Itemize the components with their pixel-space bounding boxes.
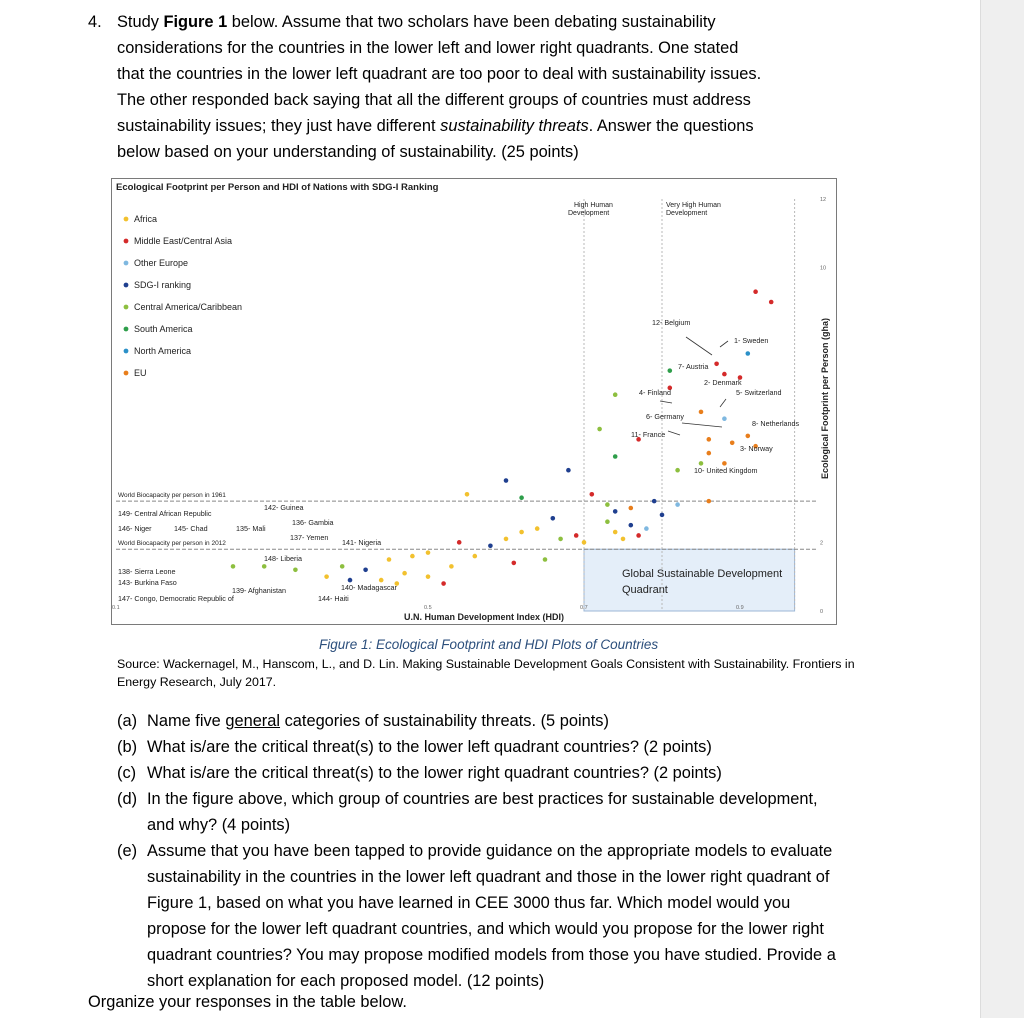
legend-marker-4 <box>124 305 129 310</box>
biocapacity-1961-label: World Biocapacity per person in 1961 <box>118 492 226 500</box>
annotation-2: 7- Austria <box>678 362 709 371</box>
legend-label-4: Central America/Caribbean <box>134 302 243 312</box>
country-point-30 <box>652 499 657 504</box>
quadrant-label-line-1: Global Sustainable Development <box>622 568 783 581</box>
country-point-8 <box>699 410 704 415</box>
chart-svg <box>112 179 836 624</box>
question-line-4: The other responded back saying that all the different groups of countries must address <box>117 91 751 109</box>
closing-instruction: Organize your responses in the table below. <box>88 993 407 1011</box>
question-line-6: below based on your understanding of sustainability. (25 points) <box>117 143 579 161</box>
country-point-11 <box>730 440 735 445</box>
country-point-35 <box>621 537 626 542</box>
country-point-33 <box>675 502 680 507</box>
annotation-13: 146- Niger <box>118 524 152 533</box>
country-point-14 <box>707 451 712 456</box>
country-point-26 <box>590 492 595 497</box>
country-point-34 <box>707 499 712 504</box>
country-point-19 <box>613 454 618 459</box>
country-point-23 <box>504 478 509 483</box>
legend-marker-3 <box>124 283 129 288</box>
y-axis-label: Ecological Footprint per Person (gha) <box>820 317 830 479</box>
country-point-63 <box>512 561 517 566</box>
annotation-25: 144- Haiti <box>318 594 349 603</box>
country-point-27 <box>605 502 610 507</box>
legend-marker-6 <box>124 349 129 354</box>
legend-label-7: EU <box>134 368 147 378</box>
y-tick-2: 10 <box>820 265 827 272</box>
annotation-4: 4- Finland <box>639 388 671 397</box>
country-point-61 <box>426 550 431 555</box>
country-point-50 <box>410 554 415 559</box>
annotation-3: 2- Denmark <box>704 378 742 387</box>
country-point-48 <box>473 554 478 559</box>
annotation-22: 139- Afghanistan <box>232 586 286 595</box>
annotation-11: 149- Central African Republic <box>118 509 212 518</box>
legend-marker-2 <box>124 261 129 266</box>
country-point-21 <box>597 427 602 432</box>
figure-source: Source: Wackernagel, M., Hanscom, L., and D. Lin. Making Sustainable Development Goals Consistent with Sustainability. Frontiers in Energy Research, July 2017. <box>117 657 855 689</box>
leader-line-2 <box>660 401 672 403</box>
question-line-1: Study Figure 1 below. Assume that two scholars have been debating sustainability <box>117 13 716 31</box>
legend-label-1: Middle East/Central Asia <box>134 236 233 246</box>
country-point-62 <box>457 540 462 545</box>
x-tick-2: 0.7 <box>580 605 588 611</box>
country-point-15 <box>722 461 727 466</box>
country-point-24 <box>519 495 524 500</box>
annotation-17: 137- Yemen <box>290 533 329 542</box>
x-axis-label: U.N. Human Development Index (HDI) <box>404 612 565 622</box>
country-point-49 <box>449 564 454 569</box>
annotation-14: 145- Chad <box>174 524 208 533</box>
country-point-5 <box>722 372 727 377</box>
country-point-32 <box>644 526 649 531</box>
biocapacity-2012-label: World Biocapacity per person in 2012 <box>118 540 226 548</box>
country-point-17 <box>675 468 680 473</box>
annotation-10: 10- United Kingdom <box>694 466 758 475</box>
question-line-5: sustainability issues; they just have different sustainability threats. Answer the questions <box>117 117 754 135</box>
country-point-38 <box>605 519 610 524</box>
country-point-25 <box>465 492 470 497</box>
question-line-3: that the countries in the lower left quadrant are too poor to deal with sustainability issues. <box>117 65 762 83</box>
leader-line-5 <box>720 399 726 407</box>
question-line-2: considerations for the countries in the lower left and lower right quadrants. One stated <box>117 39 739 57</box>
zone-high-line-2: Development <box>568 210 610 217</box>
annotation-23: 140- Madagascar <box>341 583 397 592</box>
country-point-64 <box>543 557 548 562</box>
underlined-general: general <box>225 712 281 730</box>
annotation-8: 11- France <box>631 430 666 439</box>
annotation-12: 142- Guinea <box>264 503 304 512</box>
side-scroll-area[interactable] <box>980 0 1024 1018</box>
country-point-45 <box>574 533 579 538</box>
leader-line-3 <box>682 423 722 427</box>
country-point-67 <box>231 564 236 569</box>
country-point-53 <box>340 564 345 569</box>
country-point-46 <box>504 537 509 542</box>
country-point-20 <box>613 392 618 397</box>
annotation-7: 8- Netherlands <box>752 419 800 428</box>
country-point-59 <box>348 578 353 583</box>
annotation-19: 148- Liberia <box>264 554 302 563</box>
country-point-1 <box>769 300 774 305</box>
legend-label-6: North America <box>134 346 192 356</box>
zone-very-high-line-2: Development <box>666 210 708 217</box>
country-point-10 <box>707 437 712 442</box>
question-number: 4. <box>88 13 102 31</box>
annotation-1: 1- Sweden <box>734 336 769 345</box>
annotation-15: 135- Mali <box>236 524 266 533</box>
country-point-65 <box>293 568 298 573</box>
y-tick-1: 2 <box>820 540 824 547</box>
country-point-2 <box>714 362 719 367</box>
legend-marker-5 <box>124 327 129 332</box>
annotation-21: 143- Burkina Faso <box>118 578 177 587</box>
legend-label-2: Other Europe <box>134 258 189 268</box>
y-tick-3: 12 <box>820 197 827 203</box>
annotation-9: 3- Norway <box>740 444 773 453</box>
legend-label-3: SDG-I ranking <box>134 280 192 290</box>
chart-title: Ecological Footprint per Person and HDI of Nations with SDG-I Ranking <box>116 182 439 193</box>
country-point-55 <box>379 578 384 583</box>
x-tick-3: 0.9 <box>736 605 744 611</box>
country-point-22 <box>566 468 571 473</box>
figure-reference: Figure 1 <box>163 13 228 31</box>
country-point-44 <box>519 530 524 535</box>
y-tick-0: 0 <box>820 609 824 615</box>
emphasis-threats: sustainability threats <box>440 117 589 135</box>
legend-label-0: Africa <box>134 214 158 224</box>
country-point-47 <box>488 543 493 548</box>
figure-1-chart <box>111 178 837 625</box>
country-point-31 <box>660 513 665 518</box>
legend-marker-1 <box>124 239 129 244</box>
country-point-42 <box>558 537 563 542</box>
legend-marker-0 <box>124 217 129 222</box>
zone-very-high-line-1: Very High Human <box>666 202 721 209</box>
quadrant-label-line-2: Quadrant <box>622 584 668 597</box>
legend-label-5: South America <box>134 324 193 334</box>
country-point-7 <box>668 368 673 373</box>
country-point-29 <box>629 506 634 511</box>
country-point-56 <box>402 571 407 576</box>
country-point-0 <box>753 289 758 294</box>
country-point-54 <box>324 574 329 579</box>
country-point-51 <box>387 557 392 562</box>
legend-marker-7 <box>124 371 129 376</box>
document-page: 4. Study Figure 1 below. Assume that two scholars have been debating sustainability considerations for the countries in the lower left and lower right quadrants. One stated that the countries in the lower left quadrant are too poor to deal with sustainability issues. The other responded back saying that all the different groups of countries must address sustainability issues; they just have different sustainability threats. Answer the questions below based on your understanding of sustainability. (25 points) Global Sustainable Development Quadrant World Biocapacity per person in 1961 World Biocapacity per person in 2012 Ecological Footprint per Person and HDI of Nations with SDG-I Ranking High Human Development Very High Human Development U.N. Human Development Index (HDI) Ecological Footprint per Person (gha) 0.1 0.5 0.7 0.9 0 2 10 12 Africa Middle East/Central Asia Other Europe SDG-I ranking Central America/Caribbean South America North America EU 12- Belgium 1- Sweden 7- Austria 2- Denmark 4- Finland 5- Switzerland 6- Germany 8- Netherlands 11- France 3- Norway 10- United Kingdom 149- Central African Republic 142- Guinea 146- Niger 145- Chad 135- Mali 136- Gambia 137- Yemen 141- Nigeria 148- Liberia 138- Sierra Leone 143- Burkina Faso 139- Afghanistan 140- Madagascar 147- Congo, Democratic Republic of 144- Haiti Figure 1: Ecological Footprint and HDI Plots of Countries Source: Wackernagel, M., Hanscom, L., and D. Lin. Making Sustainable Development Goals Consistent with Sustainability. Frontiers in Energy Research, July 2017. (a) Name five general categories of sustainability threats. (5 points) (b) What is/are the critical threat(s) to the lower left quadrant countries? (2 points) (c) What is/are the critical threat(s) to the lower right quadrant countries? (2 points) (d) In the figure above, which group of countries are best practices for sustainable development, and why? (4 points) (e) Assume that you have been tapped to provide guidance on the appropriate models to evaluate sustainability in the countries in the lower left quadrant and those in the lower right quadrant of Figure 1, based on what you have learned in CEE 3000 thus far. Which model would you propose for the lower left quadrant countries, and which would you propose for the lower right quadrant countries? You may propose modified models from those you have studied. Provide a short explanation for each proposed model. (12 points) Organize your responses in the table below. <box>0 0 980 1018</box>
country-point-43 <box>535 526 540 531</box>
country-point-39 <box>636 533 641 538</box>
country-point-57 <box>426 574 431 579</box>
country-point-16 <box>699 461 704 466</box>
annotation-6: 6- Germany <box>646 412 684 421</box>
annotation-18: 141- Nigeria <box>342 538 382 547</box>
country-point-3 <box>746 351 751 356</box>
country-point-58 <box>441 581 446 586</box>
x-tick-0: 0.1 <box>112 605 120 611</box>
leader-line-4 <box>668 431 680 435</box>
annotation-20: 138- Sierra Leone <box>118 567 176 576</box>
zone-high-line-1: High Human <box>574 202 613 209</box>
country-point-40 <box>582 540 587 545</box>
figure-caption: Figure 1: Ecological Footprint and HDI Plots of Countries <box>319 637 659 652</box>
annotation-0: 12- Belgium <box>652 318 691 327</box>
annotation-24: 147- Congo, Democratic Republic of <box>118 594 234 603</box>
country-point-41 <box>551 516 556 521</box>
country-point-52 <box>363 568 368 573</box>
leader-line-0 <box>686 337 712 355</box>
country-point-28 <box>613 509 618 514</box>
country-point-66 <box>262 564 267 569</box>
annotation-16: 136- Gambia <box>292 518 334 527</box>
country-point-12 <box>746 434 751 439</box>
x-tick-1: 0.5 <box>424 605 432 611</box>
annotation-5: 5- Switzerland <box>736 388 782 397</box>
leader-line-1 <box>720 341 728 347</box>
country-point-9 <box>722 416 727 421</box>
country-point-36 <box>613 530 618 535</box>
country-point-37 <box>629 523 634 528</box>
